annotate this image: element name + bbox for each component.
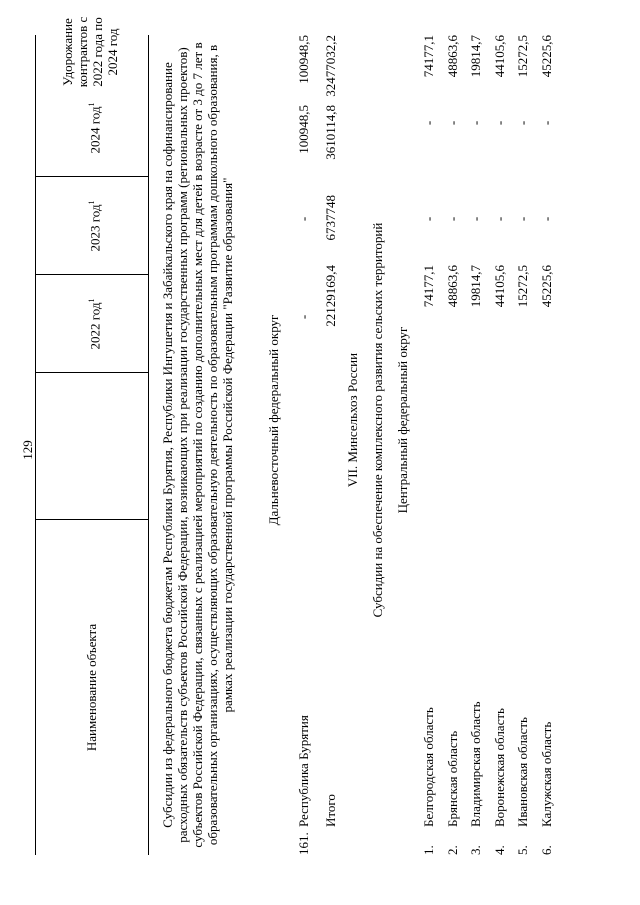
table-cell-num: 5. [515, 845, 530, 855]
table-cell-y2023: - [468, 216, 483, 222]
row-buryatia-2024: 100948,5 [296, 105, 311, 154]
row-total-2023: 6737748 [323, 195, 338, 241]
column-header-2024-text: 2024 год [87, 106, 103, 154]
footnote-mark: 1 [87, 200, 96, 205]
column-header-2023-text: 2023 год [87, 204, 103, 252]
district-central: Центральный федеральный округ [395, 326, 410, 514]
footnote-mark: 1 [87, 102, 96, 107]
row-total-2022: 22129169,4 [323, 265, 338, 327]
table-cell-name: Калужская область [538, 721, 554, 827]
table-cell-name: Брянская область [444, 730, 460, 827]
row-buryatia-2023: - [296, 216, 311, 222]
table-cell-name: Воронежская область [491, 708, 507, 827]
row-buryatia-name: Республика Бурятия [296, 715, 311, 827]
table-cell-increase: 15272,5 [515, 35, 530, 78]
table-cell-y2023: - [491, 216, 507, 222]
table-cell-num: 6. [538, 845, 554, 855]
table-cell-y2023: - [538, 216, 554, 222]
column-header-increase-text: Удорожание контрактов с 2022 года по 2024 год [60, 16, 120, 88]
table-cell-y2022: 15272,5 [515, 265, 530, 308]
table-cell-y2024: - [444, 120, 460, 126]
table-cell-num: 3. [468, 845, 483, 855]
column-header-name-text: Наименование объекта [84, 623, 99, 752]
row-buryatia-num: 161. [296, 832, 311, 855]
row-total-increase: 32477032,2 [323, 35, 338, 97]
row-buryatia-increase: 100948,5 [296, 35, 311, 84]
table-cell-y2024: - [468, 120, 483, 126]
table-cell-y2024: - [491, 120, 507, 126]
row-total-2024: 3610114,8 [323, 105, 338, 160]
table-cell-num: 4. [491, 845, 507, 855]
table-cell-increase: 45225,6 [538, 35, 554, 78]
column-header-2022-text: 2022 год [87, 302, 103, 350]
table-cell-y2024: - [515, 120, 530, 126]
table-cell-y2024: - [538, 120, 554, 126]
table-cell-increase: 74177,1 [421, 35, 436, 78]
table-cell-y2023: - [421, 216, 436, 222]
table-cell-num: 1. [421, 845, 436, 855]
table-cell-increase: 44105,6 [491, 35, 507, 78]
table-cell-name: Ивановская область [515, 717, 530, 827]
row-buryatia-2022: - [296, 314, 311, 320]
footnote-mark: 1 [87, 298, 96, 303]
table-cell-y2024: - [421, 120, 436, 126]
table-cell-y2023: - [515, 216, 530, 222]
table-cell-name: Владимирская область [468, 701, 483, 827]
ministry-heading: VII. Минсельхоз России [345, 352, 360, 488]
table-cell-num: 2. [444, 845, 460, 855]
section-subsidy-intro: Субсидии из федерального бюджета бюджетам Республики Бурятия, Республики Ингушетия и Забайкальского края на софинансирование расходных обязательств субъектов Российской Федерации, возникающих при реализации государственных программ (региональных проектов) субъектов Российской Федерации, связанных с реализацией мероприятий по созданию дополнительных мест для детей в возрасте от 3 до 7 лет в образовательных организациях, осуществляющих образовательную деятельность по образовательным программам дошкольного образования, в рамках реализации государственной программы Российской Федерации "Развитие образования" [160, 42, 235, 848]
district-far-east: Дальневосточный федеральный округ [266, 314, 281, 526]
table-cell-y2022: 44105,6 [491, 265, 507, 308]
table-cell-y2022: 74177,1 [421, 265, 436, 308]
table-cell-y2022: 48863,6 [444, 265, 460, 308]
table-cell-increase: 48863,6 [444, 35, 460, 78]
table-cell-y2023: - [444, 216, 460, 222]
row-total-name: Итого [323, 794, 338, 827]
table-cell-y2022: 45225,6 [538, 265, 554, 308]
table-cell-increase: 19814,7 [468, 35, 483, 78]
page-number: 129 [20, 440, 35, 460]
table-cell-y2022: 19814,7 [468, 265, 483, 308]
section-rural: Субсидии на обеспечение комплексного развития сельских территорий [370, 222, 385, 618]
table-cell-name: Белгородская область [421, 707, 436, 827]
